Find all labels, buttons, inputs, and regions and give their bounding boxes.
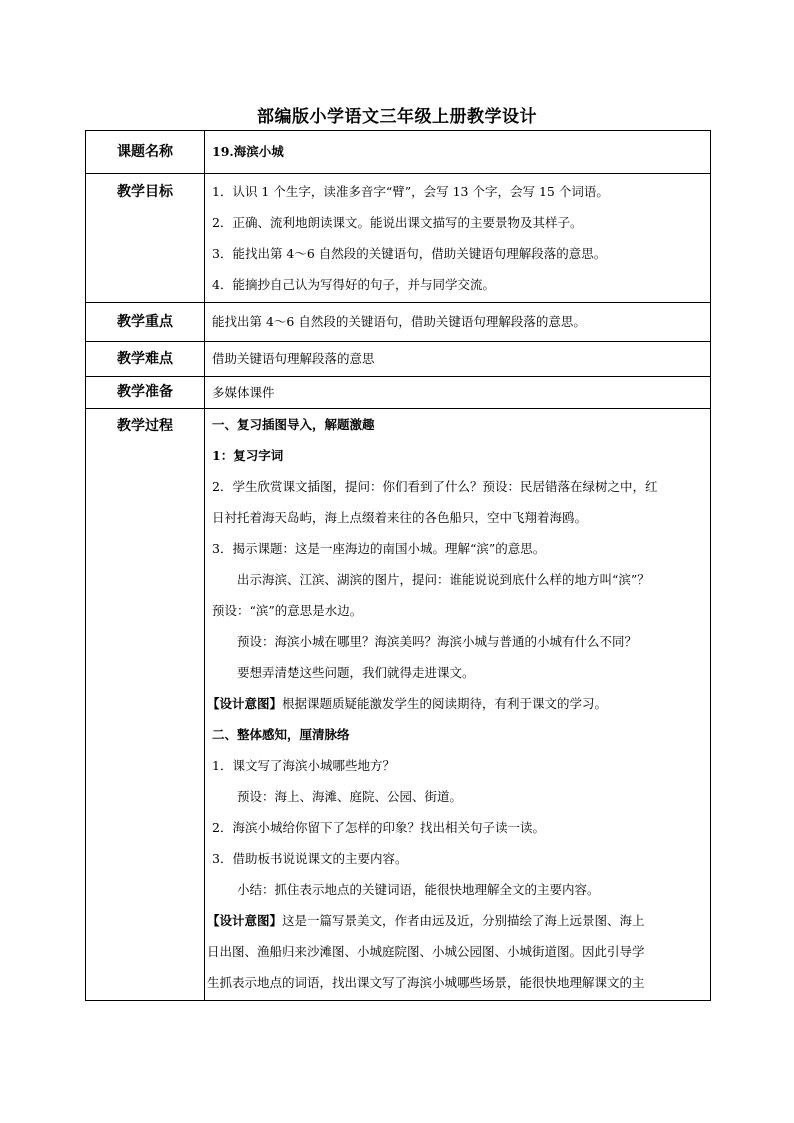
- process-line: 3．借助板书说说课文的主要内容。: [212, 851, 408, 866]
- design-intent-tag: 【设计意图】: [207, 696, 283, 711]
- row-key-points: [86, 303, 711, 342]
- row-preparation: [86, 377, 711, 409]
- key-points-cell: [205, 303, 711, 342]
- key-points-label: 教学重点: [86, 303, 205, 342]
- process-line: 预设：“滨”的意思是水边。: [212, 603, 363, 618]
- difficulties-value: 借助关键语句理解段落的意思: [212, 351, 375, 366]
- process-line: 要想弄清楚这些问题，我们就得走进课文。: [237, 665, 475, 680]
- process-label-text: 教学过程: [117, 418, 173, 434]
- goal-line: 2．正确、流利地朗读课文。能说出课文描写的主要景物及其样子。: [212, 215, 583, 230]
- goals-label: [86, 174, 205, 303]
- topic-cell: [205, 131, 711, 174]
- difficulties-cell: [205, 342, 711, 377]
- preparation-cell: [205, 377, 711, 409]
- goals-label-text: 教学目标: [117, 184, 173, 200]
- process-line: 生抓表示地点的词语，找出课文写了海滨小城哪些场景，能很快地理解课文的主: [207, 975, 645, 990]
- process-line: 出示海滨、江滨、湖滨的图片，提问：谁能说说到底什么样的地方叫“滨”？: [237, 572, 650, 587]
- goal-line: 3．能找出第 4～6 自然段的关键语句，借助关键语句理解段落的意思。: [212, 246, 607, 261]
- design-intent-text: 这是一篇写景美文，作者由远及近，分别描绘了海上远景图、海上: [282, 913, 645, 928]
- preparation-label: 教学准备: [86, 377, 205, 409]
- design-intent-line: [205, 688, 710, 719]
- process-label: [86, 409, 205, 1001]
- design-intent-text: 根据课题质疑能激发学生的阅读期待，有利于课文的学习。: [282, 696, 608, 711]
- topic-label: 课题名称: [86, 131, 205, 174]
- row-difficulties: [86, 342, 711, 377]
- process-line: 预设：海上、海滩、庭院、公园、街道。: [237, 789, 463, 804]
- process-line: 2．学生欣赏课文插图，提问：你们看到了什么？预设：民居错落在绿树之中，红: [212, 479, 658, 494]
- process-line: 日出图、渔船归来沙滩图、小城庭院图、小城公园图、小城街道图。因此引导学: [207, 944, 645, 959]
- process-line: 2．海滨小城给你留下了怎样的印象？找出相关句子读一读。: [212, 820, 545, 835]
- preparation-value: 多媒体课件: [212, 385, 275, 400]
- goals-cell: [205, 174, 711, 303]
- row-process: [86, 409, 711, 1001]
- difficulties-label: 教学难点: [86, 342, 205, 377]
- process-line: 3．揭示课题：这是一座海边的南国小城。理解“滨”的意思。: [212, 541, 546, 556]
- row-topic: [86, 131, 711, 174]
- goal-line: 1．认识 1 个生字，读准多音字“臂”，会写 13 个字，会写 15 个词语。: [212, 184, 609, 199]
- process-heading: 一、复习插图导入，解题激趣: [212, 417, 375, 432]
- process-line: 小结：抓住表示地点的关键词语，能很快地理解全文的主要内容。: [237, 882, 600, 897]
- lesson-plan-table: [85, 130, 711, 1001]
- topic-value: 19.海滨小城: [212, 144, 284, 159]
- page-title: 部编版小学语文三年级上册教学设计: [257, 107, 537, 127]
- row-goals: [86, 174, 711, 303]
- goal-line: 4．能摘抄自己认为写得好的句子，并与同学交流。: [212, 277, 495, 292]
- process-line: 1：复习字词: [212, 448, 284, 463]
- process-line: 日衬托着海天岛屿，海上点缀着来往的各色船只，空中飞翔着海鸥。: [212, 510, 588, 525]
- process-line: 1．课文写了海滨小城哪些地方？: [212, 758, 395, 773]
- process-heading: 二、整体感知，厘清脉络: [212, 727, 350, 742]
- design-intent-line: [205, 905, 710, 936]
- process-cell: [205, 409, 711, 1001]
- key-points-value: 能找出第 4～6 自然段的关键语句，借助关键语句理解段落的意思。: [212, 314, 586, 329]
- process-line: 预设：海滨小城在哪里？海滨美吗？海滨小城与普通的小城有什么不同？: [237, 634, 638, 649]
- design-intent-tag: 【设计意图】: [207, 913, 283, 928]
